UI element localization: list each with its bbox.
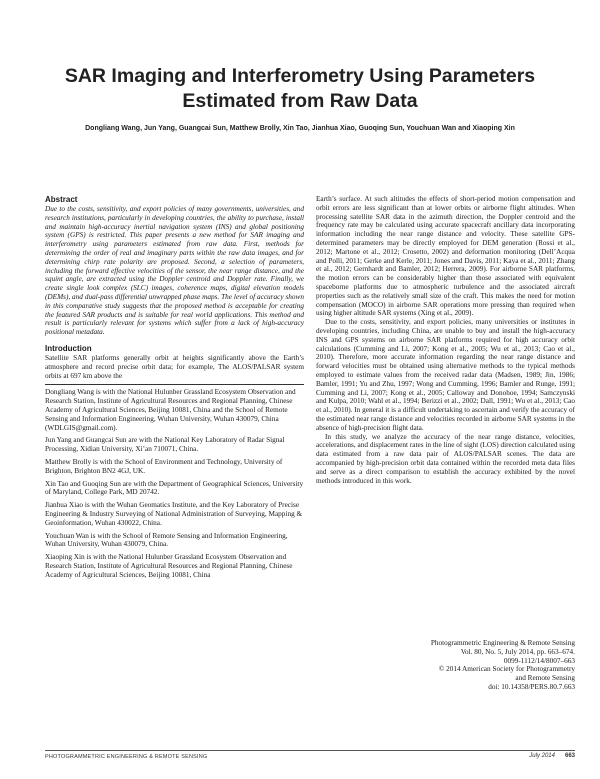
left-column <box>45 195 304 583</box>
affiliation-divider <box>45 384 304 385</box>
journal-name: Photogrammetric Engineering & Remote Sensing <box>430 639 575 647</box>
affiliation-item: Youchuan Wan is with the School of Remote Sensing and Information Engineering, Wuhan University, Wuhan 430079, China. <box>45 531 288 549</box>
footer-date: July 2014 <box>529 753 555 759</box>
footer-journal: PHOTOGRAMMETRIC ENGINEERING & REMOTE SENSING <box>45 754 208 760</box>
abstract-section <box>45 195 304 337</box>
affiliation-item: Jun Yang and Guangcai Sun are with the National Key Laboratory of Radar Signal Processing, Xidian University, Xi’an 710071, China. <box>45 436 285 454</box>
affiliation-item: Xiaoping Xin is with the National Hulunber Grassland Ecosystem Observation and Research Station, Institute of Agricultural Resources and Regional Planning, Chinese Academy of Agricultural Sciences, Beijing 10081, China <box>45 553 293 579</box>
footer-divider <box>45 750 575 751</box>
author-list: Dongliang Wang, Jun Yang, Guangcai Sun, Matthew Brolly, Xin Tao, Jianhua Xiao, Guoqing Sun, Youchuan Wan and Xiaoping Xin <box>85 125 515 132</box>
issn: 0099-1112/14/8007–663 <box>503 656 575 665</box>
copyright-line: © 2014 American Society for Photogrammetry <box>438 665 575 674</box>
body-paragraph: In this study, we analyze the accuracy of the near range distance, velocities, accelerations, and displacement rates in the line of sight (LOS) direction calculated using data estimated from a raw data pair of ALOS/PALSAR scenes. The data are accompanied by high-precision orbit data contained within the recorded meta data files and serve as a direct comparison to establish the accuracy exhibited by the novel methods introduced in this work. <box>316 432 575 485</box>
body-paragraph: Due to the costs, sensitivity, and export policies, many universities or institutes in developing countries, including China, are unable to buy and install the high-accuracy INS and GPS systems on airborne SAR platforms required for high accuracy orbit calculations (Cumming and Li, 2007; Kong et al., 2005; Wu et al., 2013; Cao et al., 2010). Therefore, more accurate information regarding the near range distance and forward velocities must be obtained using alternative methods to the typical methods employed to estimate values from the received radar data (Madsen, 1989; Jin, 1986; Bamler, 1991; Yu and Zhu, 1997; Wong and Cumming, 1996; Bamler and Runge, 1991; Cumming and Li, 2007; Kong et al., 2005; Calloway and Donohoe, 1994; Samczynski and Kulpa, 2010; Wahl et al., 1994; Berizzi et al., 2002; Dall, 1991; Wu et al., 2013; Cao et al., 2010). In general it is a difficult undertaking to ascertain and verify the accuracy of the estimated near range distance and velocities recorded in airborne SAR systems in the absence of high-precision flight data. <box>316 318 575 432</box>
page-number: 663 <box>564 753 575 759</box>
abstract-text: Due to the costs, sensitivity, and export policies of many governments, universities, and research institutions, particularly in developing countries, the ability to purchase, install and maintain high-accuracy inertial navigation system (INS) and global positioning system (GPS) is restricted. This paper presents a new method for SAR imaging and interferometry using parameters estimated from raw data. First, methods for determining the order of real and imaginary parts within the raw data images, and for determining chirp rate polarity are proposed. Second, a selection of parameters, including the forward effective velocities of the sensor, the near range distance, and the squint angle, are extracted using the Doppler centroid and Doppler rate. Finally, we create single look complex (SLC) images, coherence maps, digital elevation models (DEMs), and dual-pass differential unwrapped phase maps. The level of accuracy shown in this comparative study suggests that the proposed method is acceptable for creating the featured SAR products and is suitable for real world applications. This method and result is particularly relevant for systems which suffer from a lack of high-accuracy positional metadata. <box>45 205 304 337</box>
affiliation-item: Matthew Brolly is with the School of Environment and Technology, University of Brighton, Brighton BN2 4GJ, UK. <box>45 457 283 475</box>
introduction-section <box>45 344 304 380</box>
publication-info <box>316 639 575 692</box>
affiliation-item: Xin Tao and Guoqing Sun are with the Department of Geographical Sciences, University of Maryland, College Park, MD 20742. <box>45 479 304 497</box>
introduction-text: Satellite SAR platforms generally orbit at heights significantly above the Earth’s atmosphere and record precise orbit data; for example, The ALOS/PALSAR system orbits at 697 km above the <box>45 353 304 380</box>
abstract-heading: Abstract <box>45 195 78 204</box>
copyright-line-2: and Remote Sensing <box>515 674 575 683</box>
affiliation-item: Dongliang Wang is with the National Hulunber Grassland Ecosystem Observation and Research Station, Institute of Agricultural Resources and Regional Planning, Chinese Academy of Agricultural Sciences, Beijing 10081, China and the School of Remote Sensing and Information Engineering, Wuhan University, Wuhan 430079, China (WDLGIS@gmail.com). <box>45 388 296 432</box>
paper-title: SAR Imaging and Interferometry Using Parameters Estimated from Raw Data <box>64 65 536 112</box>
affiliations <box>45 388 304 579</box>
doi: doi: 10.14358/PERS.80.7.663 <box>488 682 575 691</box>
affiliation-item: Jianhua Xiao is with the Wuhan Geomatics Institute, and the Key Laboratory of Precise Engineering & Industry Surveying of National Administration of Surveying, Mapping & Geoinformation, Wuhan 430022, China. <box>45 501 303 527</box>
footer-page-info <box>529 753 575 759</box>
volume-info: Vol. 80, No. 5, July 2014, pp. 663–674. <box>460 647 575 656</box>
body-paragraph: Earth’s surface. At such altitudes the effects of short-period motion compensation and orbit errors are less significant than at lower orbits or airborne flight altitudes. When processing satellite SAR data in the azimuth direction, the Doppler centroid and the frequency rate may be calculated using accurate spacecraft ancillary data incorporating information including the near range distance and velocity. These satellite GPS-determined parameters may be directly employed for DEM generation (Rossi et al., 2012; Martone et al., 2012; Crosetto, 2002) and deformation monitoring (Dell’Acqua and Polli, 2011; Gerke and Kerle, 2011; Jones and Davis, 2011; Kaya et al., 2011; Zhang et al., 2012; Gernhardt and Bamler, 2012; Herrera, 2009). For airborne SAR platforms, the motion errors can be considerably higher than those associated with equivalent spaceborne platforms due to atmospheric turbulence and the associated aircraft properties such as the relatively small size of the craft. This makes the need for motion compensation (MOCO) in airborne SAR operations more pressing than required when using higher altitude SAR systems (Xing et al., 2009). <box>316 195 575 318</box>
right-column <box>316 195 575 485</box>
introduction-heading: Introduction <box>45 343 92 353</box>
